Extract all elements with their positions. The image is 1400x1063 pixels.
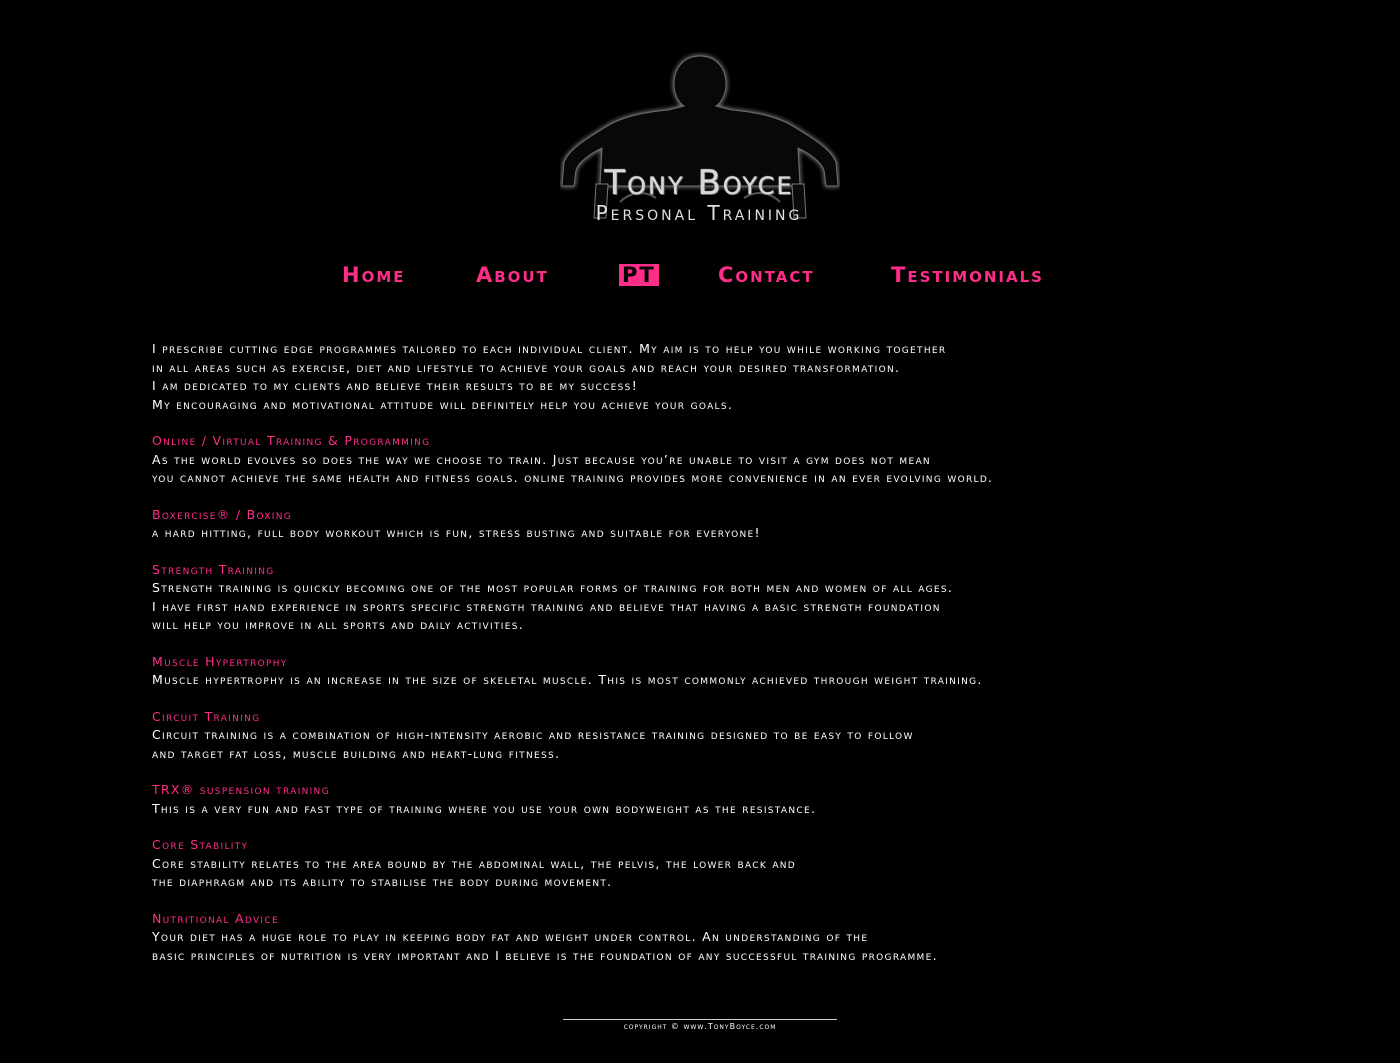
nav-home[interactable]: Home	[342, 263, 406, 287]
section-heading: Strength Training	[152, 561, 275, 577]
section-text: Strength training is quickly becoming one of the most popular forms of training for both men and women of all ages.	[152, 580, 954, 595]
section-core-stability	[152, 836, 1272, 892]
logo-subtitle: Personal Training	[595, 201, 803, 225]
section-heading: Circuit Training	[152, 708, 261, 724]
section-online-training	[152, 432, 1272, 488]
section-text: the diaphragm and its ability to stabilise the body during movement.	[152, 874, 613, 889]
section-heading: Muscle Hypertrophy	[152, 653, 288, 669]
pt-content	[152, 340, 1272, 983]
section-text: Core stability relates to the area bound by the abdominal wall, the pelvis, the lower back and	[152, 855, 797, 871]
section-heading: Core Stability	[152, 837, 249, 852]
intro-text	[152, 340, 1272, 414]
section-heading: Online / Virtual Training & Programming	[152, 433, 431, 448]
section-text: basic principles of nutrition is very important and I believe is the foundation of any successful training programme.	[152, 947, 938, 963]
nav-testimonials[interactable]: Testimonials	[891, 263, 1044, 287]
section-nutritional-advice	[152, 910, 1272, 966]
section-heading: Boxercise® / Boxing	[152, 506, 293, 522]
intro-line: in all areas such as exercise, diet and lifestyle to achieve your goals and reach your desired transformation.	[152, 359, 901, 375]
nav-contact[interactable]: Contact	[718, 263, 815, 287]
footer-divider	[563, 1019, 837, 1020]
footer-copyright: copyright © www.TonyBoyce.com	[623, 1022, 777, 1031]
section-heading: Nutritional Advice	[152, 910, 279, 926]
section-text: I have first hand experience in sports specific strength training and believe that having a basic strength foundation	[152, 598, 941, 614]
section-text: Muscle hypertrophy is an increase in the size of skeletal muscle. This is most commonly achieved through weight training.	[152, 672, 983, 687]
section-text: and target fat loss, muscle building and heart-lung fitness.	[152, 745, 561, 761]
nav-about[interactable]: About	[476, 263, 549, 287]
section-strength-training	[152, 561, 1272, 635]
section-text: This is a very fun and fast type of training where you use your own bodyweight as the resistance.	[152, 800, 817, 816]
section-text: a hard hitting, full body workout which is fun, stress busting and suitable for everyone!	[152, 525, 761, 540]
site-logo[interactable]	[560, 52, 840, 224]
section-muscle-hypertrophy	[152, 653, 1272, 690]
section-boxercise	[152, 506, 1272, 543]
nav-pt[interactable]: PT	[619, 264, 659, 286]
section-text: Your diet has a huge role to play in keeping body fat and weight under control. An understanding of the	[152, 929, 869, 944]
intro-line: My encouraging and motivational attitude will definitely help you achieve your goals.	[152, 396, 734, 412]
section-trx	[152, 781, 1272, 818]
logo-title: Tony Boyce	[604, 163, 794, 203]
section-circuit-training	[152, 708, 1272, 764]
section-text: will help you improve in all sports and daily activities.	[152, 617, 524, 632]
section-text: Circuit training is a combination of high-intensity aerobic and resistance training designed to be easy to follow	[152, 727, 914, 742]
main-navigation	[0, 262, 1400, 288]
intro-line: I am dedicated to my clients and believe their results to be my success!	[152, 378, 639, 393]
intro-line: I prescribe cutting edge programmes tailored to each individual client. My aim is to help you while working together	[152, 341, 947, 356]
section-text: As the world evolves so does the way we choose to train. Just because you’re unable to visit a gym does not mean	[152, 451, 931, 467]
section-heading: TRX® suspension training	[152, 782, 330, 797]
section-text: you cannot achieve the same health and fitness goals. online training provides more convenience in an ever evolving world.	[152, 470, 994, 485]
